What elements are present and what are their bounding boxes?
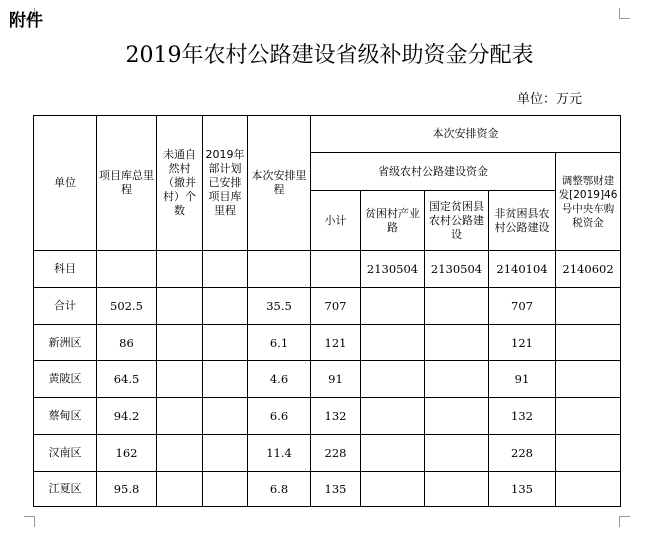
row-arranged xyxy=(203,398,248,435)
row-unconnected xyxy=(157,435,203,472)
row-this-mileage: 11.4 xyxy=(248,435,311,472)
row-adjust xyxy=(556,472,621,507)
row-unit: 黄陂区 xyxy=(34,361,97,398)
row-non-poor: 707 xyxy=(489,288,556,325)
subject-adjust-code: 2140602 xyxy=(556,251,621,288)
row-poor-village xyxy=(361,435,425,472)
header-provincial-funds: 省级农村公路建设资金 xyxy=(311,153,556,191)
row-arranged xyxy=(203,472,248,507)
row-adjust xyxy=(556,361,621,398)
row-unit: 江夏区 xyxy=(34,472,97,507)
row-library-mileage: 86 xyxy=(97,325,157,361)
table-row xyxy=(34,435,621,472)
row-unconnected xyxy=(157,472,203,507)
row-library-mileage: 64.5 xyxy=(97,361,157,398)
table-row xyxy=(34,472,621,507)
row-unit: 合计 xyxy=(34,288,97,325)
header-row-1 xyxy=(34,116,621,153)
table-row xyxy=(34,325,621,361)
header-subtotal: 小计 xyxy=(311,191,361,251)
row-arranged xyxy=(203,435,248,472)
subject-poor-village-code: 2130504 xyxy=(361,251,425,288)
page-title: 2019年农村公路建设省级补助资金分配表 xyxy=(125,43,534,68)
table-cell xyxy=(311,251,361,288)
header-non-poor-county: 非贫困县农村公路建设 xyxy=(489,191,556,251)
row-this-mileage: 6.6 xyxy=(248,398,311,435)
row-poor-village xyxy=(361,472,425,507)
row-unconnected xyxy=(157,398,203,435)
row-subtotal: 132 xyxy=(311,398,361,435)
row-arranged xyxy=(203,288,248,325)
header-national-poor-county: 国定贫困县农村公路建设 xyxy=(425,191,489,251)
row-non-poor: 135 xyxy=(489,472,556,507)
table-cell xyxy=(157,251,203,288)
row-poor-village xyxy=(361,325,425,361)
table-cell xyxy=(97,251,157,288)
row-poor-village xyxy=(361,288,425,325)
subject-national-poor-code: 2130504 xyxy=(425,251,489,288)
corner-mark-bottom-right xyxy=(619,516,630,527)
row-this-mileage: 6.8 xyxy=(248,472,311,507)
row-library-mileage: 94.2 xyxy=(97,398,157,435)
header-library-mileage: 项目库总里程 xyxy=(97,116,157,251)
header-this-time-funds: 本次安排资金 xyxy=(311,116,621,153)
row-arranged xyxy=(203,325,248,361)
subject-row xyxy=(34,251,621,288)
row-national-poor xyxy=(425,398,489,435)
table-row xyxy=(34,361,621,398)
row-adjust xyxy=(556,325,621,361)
row-poor-village xyxy=(361,361,425,398)
row-subtotal: 91 xyxy=(311,361,361,398)
row-non-poor: 132 xyxy=(489,398,556,435)
header-arranged-2019: 2019年部计划已安排项目库里程 xyxy=(203,116,248,251)
row-library-mileage: 162 xyxy=(97,435,157,472)
row-adjust xyxy=(556,398,621,435)
row-unconnected xyxy=(157,361,203,398)
row-poor-village xyxy=(361,398,425,435)
row-unconnected xyxy=(157,288,203,325)
corner-mark-bottom-left xyxy=(24,516,35,527)
table-cell xyxy=(248,251,311,288)
row-national-poor xyxy=(425,435,489,472)
row-subtotal: 228 xyxy=(311,435,361,472)
allocation-table xyxy=(33,115,621,507)
row-subtotal: 121 xyxy=(311,325,361,361)
header-this-time-mileage: 本次安排里程 xyxy=(248,116,311,251)
row-this-mileage: 6.1 xyxy=(248,325,311,361)
row-unit: 新洲区 xyxy=(34,325,97,361)
row-arranged xyxy=(203,361,248,398)
header-adjust-central: 调整鄂财建发[2019]46号中央车购税资金 xyxy=(556,153,621,251)
table-row xyxy=(34,288,621,325)
header-poor-village-industry: 贫困村产业路 xyxy=(361,191,425,251)
unit-label: 单位：万元 xyxy=(517,92,583,107)
header-unconnected-villages: 未通自然村（撤并村）个数 xyxy=(157,116,203,251)
row-subtotal: 707 xyxy=(311,288,361,325)
row-subtotal: 135 xyxy=(311,472,361,507)
row-unconnected xyxy=(157,325,203,361)
row-national-poor xyxy=(425,472,489,507)
row-library-mileage: 95.8 xyxy=(97,472,157,507)
subject-non-poor-code: 2140104 xyxy=(489,251,556,288)
row-national-poor xyxy=(425,288,489,325)
row-adjust xyxy=(556,288,621,325)
row-national-poor xyxy=(425,325,489,361)
row-this-mileage: 4.6 xyxy=(248,361,311,398)
row-national-poor xyxy=(425,361,489,398)
header-unit: 单位 xyxy=(34,116,97,251)
corner-mark-top-right xyxy=(619,8,630,19)
subject-label: 科目 xyxy=(34,251,97,288)
table-row xyxy=(34,398,621,435)
row-non-poor: 228 xyxy=(489,435,556,472)
table-cell xyxy=(203,251,248,288)
row-non-poor: 121 xyxy=(489,325,556,361)
row-unit: 汉南区 xyxy=(34,435,97,472)
row-this-mileage: 35.5 xyxy=(248,288,311,325)
row-library-mileage: 502.5 xyxy=(97,288,157,325)
row-adjust xyxy=(556,435,621,472)
row-non-poor: 91 xyxy=(489,361,556,398)
row-unit: 蔡甸区 xyxy=(34,398,97,435)
attachment-label: 附件 xyxy=(9,11,43,31)
